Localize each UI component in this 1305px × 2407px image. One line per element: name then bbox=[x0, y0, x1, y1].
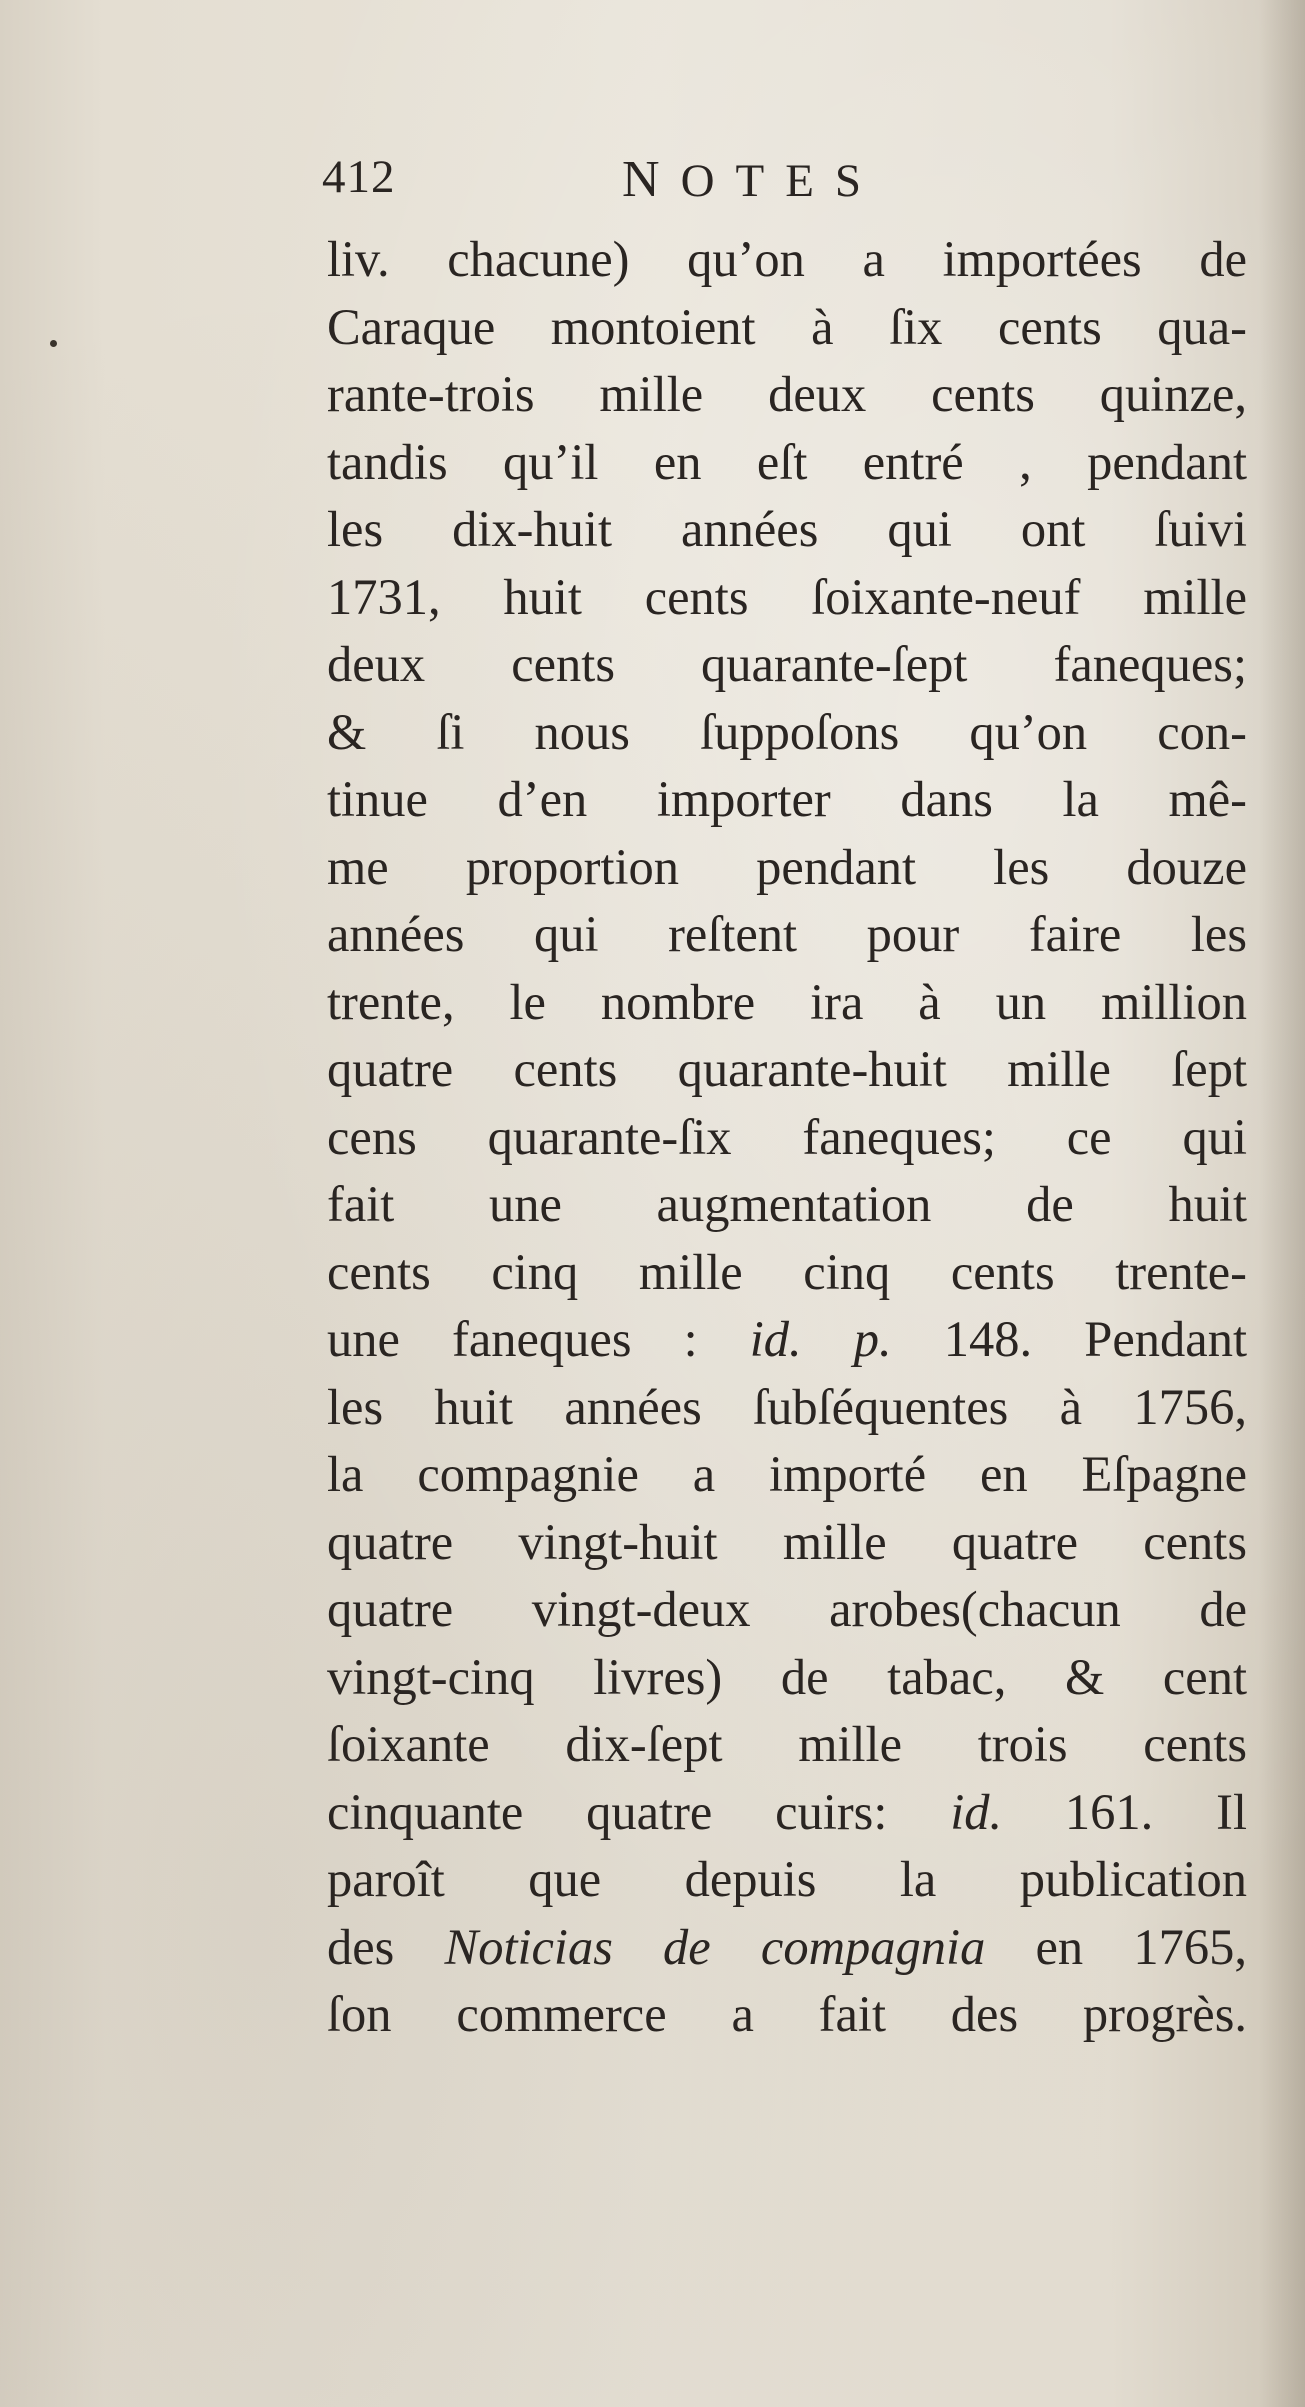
text-line bbox=[327, 1509, 1247, 1577]
text-segment: me proportion pendant les douze bbox=[327, 838, 1247, 895]
text-line bbox=[327, 901, 1247, 969]
text-segment: vingt-cinq livres) de tabac, & cent bbox=[327, 1648, 1247, 1705]
text-segment: quatre vingt-huit mille quatre cents bbox=[327, 1513, 1247, 1570]
text-line bbox=[327, 1576, 1247, 1644]
text-segment: quatre cents quarante-huit mille ſept bbox=[327, 1041, 1247, 1097]
text-segment: 161. Il bbox=[1002, 1783, 1247, 1840]
text-line bbox=[327, 496, 1247, 564]
text-segment: cinquante quatre cuirs: bbox=[327, 1783, 951, 1840]
page-header bbox=[322, 150, 1250, 220]
text-line bbox=[327, 699, 1247, 767]
text-segment: 1731, huit cents ſoixante-neuf mille bbox=[327, 568, 1247, 625]
text-line bbox=[327, 969, 1247, 1037]
text-segment: rante-trois mille deux cents quinze, bbox=[327, 366, 1247, 422]
text-segment: quatre vingt-deux arobes(chacun de bbox=[327, 1581, 1247, 1637]
text-line bbox=[327, 1914, 1247, 1982]
text-line bbox=[327, 429, 1247, 497]
text-segment: la compagnie a importé en Eſpagne bbox=[327, 1446, 1247, 1502]
text-segment: paroît que depuis la publication bbox=[327, 1851, 1247, 1907]
italic-text: id. bbox=[950, 1783, 1003, 1840]
text-segment: 148. Pendant bbox=[891, 1311, 1247, 1367]
text-line bbox=[327, 1036, 1247, 1104]
text-segment: ſon commerce a fait des progrès. bbox=[327, 1986, 1247, 2042]
page-edge-shadow bbox=[1259, 0, 1305, 2407]
text-line bbox=[327, 1779, 1247, 1847]
text-line bbox=[327, 564, 1247, 632]
body-text bbox=[327, 226, 1247, 2049]
text-line bbox=[327, 1104, 1247, 1172]
text-segment: tandis qu’il en eſt entré , pendant bbox=[327, 433, 1247, 490]
text-segment: une faneques : bbox=[327, 1311, 750, 1367]
text-line bbox=[327, 1441, 1247, 1509]
text-segment: en 1765, bbox=[985, 1918, 1247, 1975]
running-head: NOTES bbox=[622, 151, 883, 208]
text-line bbox=[327, 226, 1247, 294]
text-segment: fait une augmentation de huit bbox=[327, 1176, 1247, 1232]
text-segment: trente, le nombre ira à un million bbox=[327, 973, 1247, 1030]
text-segment: cents cinq mille cinq cents trente- bbox=[327, 1243, 1247, 1300]
text-line bbox=[327, 1171, 1247, 1239]
text-segment: années qui reſtent pour faire les bbox=[327, 906, 1247, 962]
text-line bbox=[327, 1981, 1247, 2049]
text-segment: les huit années ſubſéquentes à 1756, bbox=[327, 1378, 1247, 1435]
text-line bbox=[327, 294, 1247, 362]
text-line bbox=[327, 1239, 1247, 1307]
text-segment: & ſi nous ſuppoſons qu’on con- bbox=[327, 703, 1247, 760]
text-line bbox=[327, 834, 1247, 902]
italic-text: Noticias de compagnia bbox=[444, 1918, 986, 1975]
text-segment: Caraque montoient à ſix cents qua- bbox=[327, 298, 1247, 355]
text-segment: tinue d’en importer dans la mê- bbox=[327, 771, 1247, 827]
text-line bbox=[327, 1306, 1247, 1374]
text-line bbox=[327, 1644, 1247, 1712]
ink-speck bbox=[50, 340, 57, 347]
text-segment: les dix-huit années qui ont ſuivi bbox=[327, 501, 1247, 557]
text-segment: liv. chacune) qu’on a importées de bbox=[327, 231, 1247, 287]
text-line bbox=[327, 1846, 1247, 1914]
text-line bbox=[327, 1711, 1247, 1779]
page-number: 412 bbox=[322, 151, 396, 203]
text-line bbox=[327, 766, 1247, 834]
text-segment: cens quarante-ſix faneques; ce qui bbox=[327, 1108, 1247, 1165]
text-segment: des bbox=[327, 1918, 445, 1975]
text-line bbox=[327, 631, 1247, 699]
text-segment: ſoixante dix-ſept mille trois cents bbox=[327, 1716, 1247, 1772]
text-segment: deux cents quarante-ſept faneques; bbox=[327, 636, 1247, 692]
text-line bbox=[327, 1374, 1247, 1442]
text-line bbox=[327, 361, 1247, 429]
italic-text: id. p. bbox=[749, 1311, 892, 1367]
